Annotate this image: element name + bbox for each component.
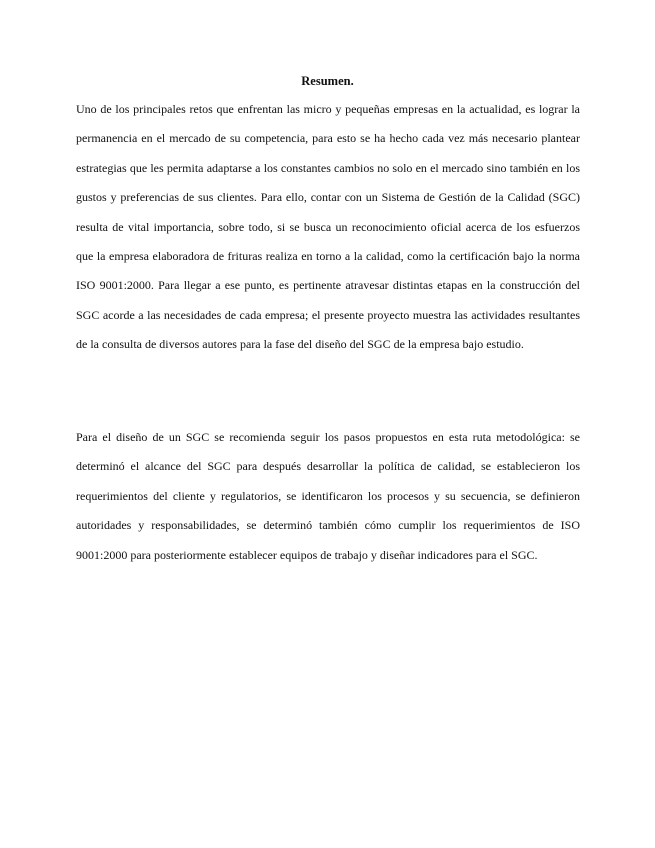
abstract-paragraph-1: Uno de los principales retos que enfrentan las micro y pequeñas empresas en la actualidad, es lograr la permanencia en el mercado de su competencia, para esto se ha hecho cada vez más necesario plantear estrategias que les permita adaptarse a los constantes cambios no solo en el mercado sino también en los gustos y preferencias de sus clientes. Para ello, contar con un Sistema de Gestión de la Calidad (SGC) resulta de vital importancia, sobre todo, si se busca un reconocimiento oficial acerca de los esfuerzos que la empresa elaboradora de frituras realiza en torno a la calidad, como la certificación bajo la norma ISO 9001:2000. Para llegar a ese punto, es pertinente atravesar distintas etapas en la construcción del SGC acorde a las necesidades de cada empresa; el presente proyecto muestra las actividades resultantes de la consulta de diversos autores para la fase del diseño del SGC de la empresa bajo estudio. <box>76 102 580 352</box>
abstract-paragraph-2: Para el diseño de un SGC se recomienda seguir los pasos propuestos en esta ruta metodológica: se determinó el alcance del SGC para después desarrollar la política de calidad, se establecieron los requerimientos del cliente y regulatorios, se identificaron los procesos y su secuencia, se definieron autoridades y responsabilidades, se determinó también cómo cumplir los requerimientos de ISO 9001:2000 para posteriormente establecer equipos de trabajo y diseñar indicadores para el SGC. <box>76 430 580 562</box>
document-title: Resumen. <box>301 74 354 88</box>
